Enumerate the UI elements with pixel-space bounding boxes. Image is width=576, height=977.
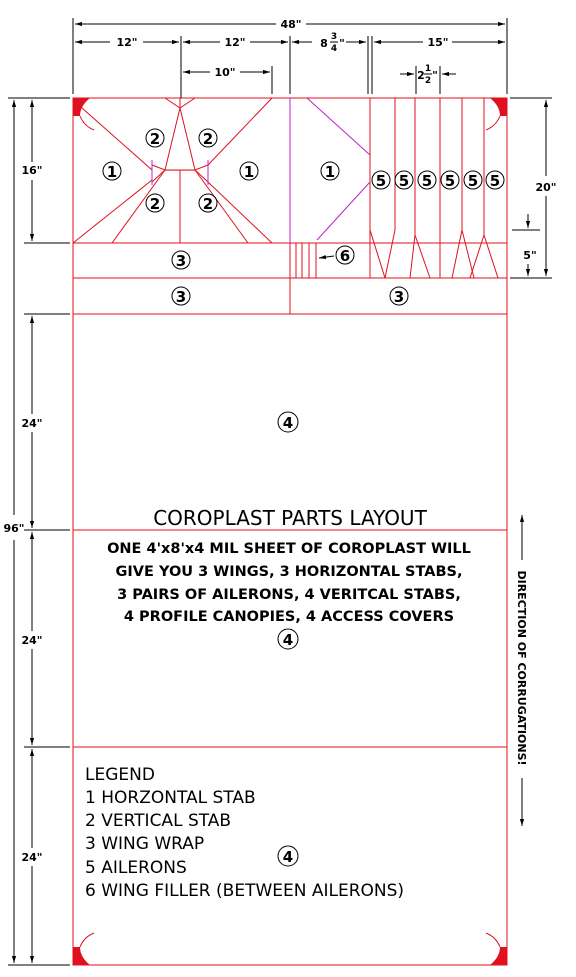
svg-text:1: 1 <box>243 163 255 181</box>
part-label-5 <box>441 171 459 190</box>
svg-text:1: 1 <box>324 163 336 181</box>
dim-height-24c: 24" <box>21 851 43 864</box>
subtitle <box>107 541 471 625</box>
svg-text:": " <box>432 69 438 82</box>
part-label-1 <box>103 162 121 181</box>
part-label-2 <box>146 194 164 213</box>
part-label-4 <box>278 629 298 649</box>
svg-text:2: 2 <box>149 130 161 148</box>
part-label-2 <box>146 129 164 148</box>
part-number-labels <box>103 129 504 866</box>
part-label-2 <box>199 129 217 148</box>
corrugation-direction <box>515 515 528 826</box>
part-label-3 <box>172 287 190 306</box>
dim-width-15: 15" <box>427 36 449 49</box>
dim-height-16: 16" <box>21 164 43 177</box>
direction-label: DIRECTION OF CORRUGATIONS! <box>515 570 528 766</box>
svg-text:3: 3 <box>175 288 187 306</box>
part-label-3 <box>390 287 408 306</box>
subtitle-line: GIVE YOU 3 WINGS, 3 HORIZONTAL STABS, <box>115 564 463 580</box>
right-dimensions <box>510 98 557 278</box>
svg-text:3: 3 <box>393 288 405 306</box>
left-dimensions <box>3 98 70 965</box>
dim-width-12a: 12" <box>116 36 138 49</box>
part-label-6 <box>336 246 354 265</box>
legend-item: 6 WING FILLER (BETWEEN AILERONS) <box>85 881 405 901</box>
part-label-5 <box>486 171 504 190</box>
part-label-1 <box>240 162 258 181</box>
part-label-4 <box>278 846 298 866</box>
legend-item: 3 WING WRAP <box>85 834 205 854</box>
svg-text:4: 4 <box>282 414 294 432</box>
svg-text:6: 6 <box>339 247 351 265</box>
dim-height-96: 96" <box>3 522 25 535</box>
part-label-5 <box>464 171 482 190</box>
subtitle-line: 4 PROFILE CANOPIES, 4 ACCESS COVERS <box>123 609 455 625</box>
page-title: COROPLAST PARTS LAYOUT <box>153 506 427 530</box>
svg-text:4: 4 <box>282 848 294 866</box>
part-label-5 <box>395 171 413 190</box>
part-label-1 <box>321 162 339 181</box>
dim-height-20: 20" <box>535 181 557 194</box>
top-dimensions <box>73 18 507 98</box>
dim-height-24b: 24" <box>21 634 43 647</box>
svg-text:3: 3 <box>175 252 187 270</box>
legend-item: 2 VERTICAL STAB <box>85 811 232 831</box>
part-label-2 <box>199 194 217 213</box>
svg-text:2: 2 <box>202 130 214 148</box>
dim-height-5: 5" <box>523 249 537 262</box>
dim-width-12b: 12" <box>224 36 246 49</box>
dim-width-10: 10" <box>214 66 236 79</box>
part-label-5 <box>418 171 436 190</box>
svg-text:4: 4 <box>330 44 338 54</box>
svg-text:2: 2 <box>417 69 425 82</box>
svg-text:3: 3 <box>330 32 338 42</box>
wing-filler-lines <box>290 243 334 278</box>
aileron-cut-lines <box>370 98 501 278</box>
svg-text:5: 5 <box>467 172 479 190</box>
svg-text:5: 5 <box>421 172 433 190</box>
svg-text:2: 2 <box>424 76 432 86</box>
part-label-5 <box>372 171 390 190</box>
svg-text:1: 1 <box>106 163 118 181</box>
legend <box>85 765 404 901</box>
svg-text:4: 4 <box>282 631 294 649</box>
legend-heading: LEGEND <box>85 765 155 785</box>
dim-total-width: 48" <box>280 18 302 31</box>
svg-text:": " <box>339 37 345 50</box>
part-label-3 <box>172 251 190 270</box>
dim-height-24a: 24" <box>21 417 43 430</box>
svg-text:5: 5 <box>375 172 387 190</box>
legend-item: 5 AILERONS <box>85 858 187 878</box>
svg-text:2: 2 <box>149 195 161 213</box>
svg-text:1: 1 <box>424 64 432 74</box>
dim-width-8-3-4 <box>320 32 345 54</box>
svg-text:5: 5 <box>444 172 456 190</box>
svg-text:5: 5 <box>489 172 501 190</box>
dim-width-2-1-2 <box>417 64 438 86</box>
subtitle-line: ONE 4'x8'x4 MIL SHEET OF COROPLAST WILL <box>107 541 471 557</box>
legend-item: 1 HORZONTAL STAB <box>85 788 256 808</box>
svg-text:8: 8 <box>320 37 328 50</box>
subtitle-line: 3 PAIRS OF AILERONS, 4 VERITCAL STABS, <box>117 587 461 603</box>
svg-text:5: 5 <box>398 172 410 190</box>
svg-text:2: 2 <box>202 195 214 213</box>
part-label-4 <box>278 412 298 432</box>
